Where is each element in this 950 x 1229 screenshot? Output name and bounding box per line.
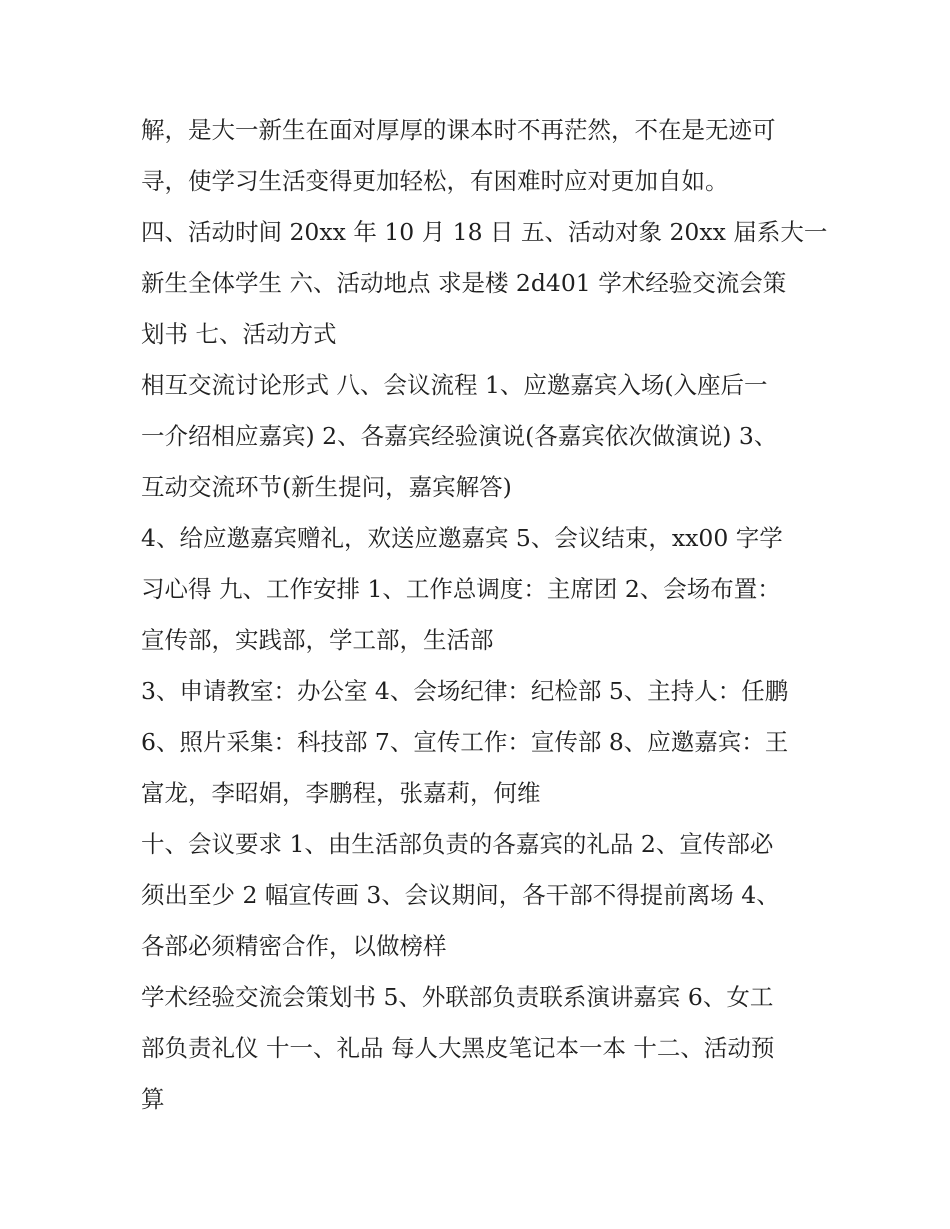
text-line: 3、申请教室：办公室 4、会场纪律：纪检部 5、主持人：任鹏: [141, 677, 789, 705]
text-line: 十、会议要求 1、由生活部负责的各嘉宾的礼品 2、宣传部必: [141, 830, 774, 858]
text-line: 算: [141, 1085, 165, 1113]
text-line: 划书 七、活动方式: [141, 320, 337, 348]
text-line: 一介绍相应嘉宾) 2、各嘉宾经验演说(各嘉宾依次做演说) 3、: [141, 422, 778, 450]
text-line: 宣传部，实践部，学工部，生活部: [141, 626, 494, 654]
text-line: 学术经验交流会策划书 5、外联部负责联系演讲嘉宾 6、女工: [141, 983, 774, 1011]
text-line: 解，是大一新生在面对厚厚的课本时不再茫然，不在是无迹可: [141, 116, 776, 144]
text-line: 新生全体学生 六、活动地点 求是楼 2d401 学术经验交流会策: [141, 269, 787, 297]
text-line: 互动交流环节(新生提问，嘉宾解答): [141, 473, 512, 501]
text-line: 各部必须精密合作，以做榜样: [141, 932, 447, 960]
text-line: 相互交流讨论形式 八、会议流程 1、应邀嘉宾入场(入座后一: [141, 371, 768, 399]
text-line: 寻，使学习生活变得更加轻松，有困难时应对更加自如。: [141, 167, 729, 195]
text-line: 富龙，李昭娟，李鹏程，张嘉莉，何维: [141, 779, 541, 807]
text-line: 部负责礼仪 十一、礼品 每人大黑皮笔记本一本 十二、活动预: [141, 1034, 775, 1062]
text-line: 4、给应邀嘉宾赠礼，欢送应邀嘉宾 5、会议结束，xx00 字学: [141, 524, 783, 552]
text-line: 习心得 九、工作安排 1、工作总调度：主席团 2、会场布置：: [141, 575, 781, 603]
text-line: 须出至少 2 幅宣传画 3、会议期间，各干部不得提前离场 4、: [141, 881, 780, 909]
text-line: 6、照片采集：科技部 7、宣传工作：宣传部 8、应邀嘉宾：王: [141, 728, 789, 756]
document-body: [141, 105, 828, 1125]
text-line: 四、活动时间 20xx 年 10 月 18 日 五、活动对象 20xx 届系大一: [141, 218, 828, 246]
